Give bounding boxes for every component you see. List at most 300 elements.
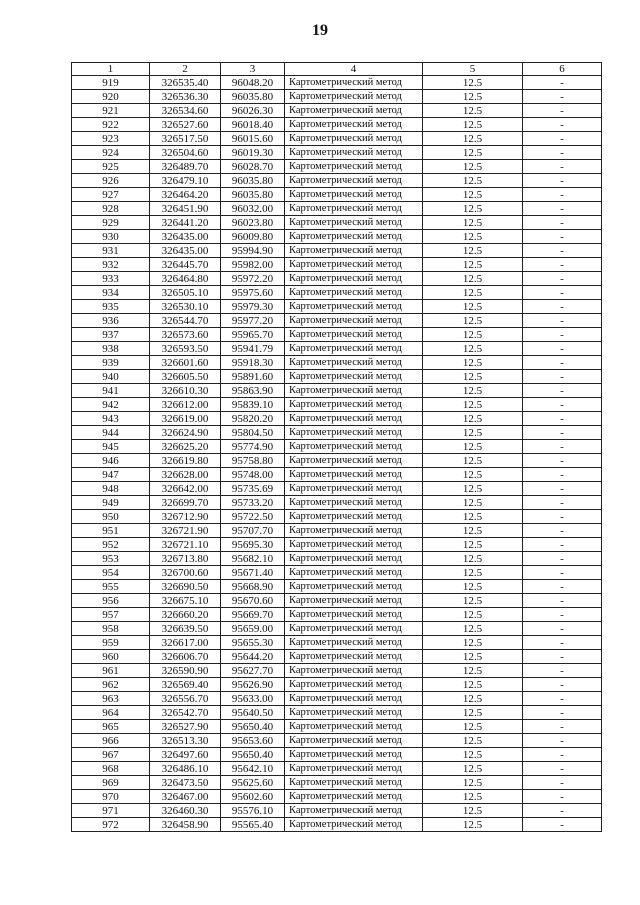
table-row [72,482,602,496]
point-number-cell: 931 [72,244,150,258]
coordinates-table [71,62,602,832]
method-cell: Картометрический метод [285,412,423,426]
note-cell: - [523,748,602,762]
table-row [72,398,602,412]
table-row [72,580,602,594]
accuracy-cell: 12.5 [423,272,523,286]
column-header: 6 [523,63,602,76]
point-number-cell: 970 [72,790,150,804]
method-cell: Картометрический метод [285,776,423,790]
y-coordinate-cell: 95633.00 [221,692,285,706]
y-coordinate-cell: 95977.20 [221,314,285,328]
method-cell: Картометрический метод [285,692,423,706]
method-cell: Картометрический метод [285,468,423,482]
method-cell: Картометрический метод [285,132,423,146]
method-cell: Картометрический метод [285,244,423,258]
x-coordinate-cell: 326619.00 [150,412,221,426]
note-cell: - [523,272,602,286]
accuracy-cell: 12.5 [423,314,523,328]
x-coordinate-cell: 326504.60 [150,146,221,160]
table-row [72,258,602,272]
note-cell: - [523,370,602,384]
point-number-cell: 945 [72,440,150,454]
note-cell: - [523,440,602,454]
x-coordinate-cell: 326628.00 [150,468,221,482]
note-cell: - [523,188,602,202]
method-cell: Картометрический метод [285,90,423,104]
accuracy-cell: 12.5 [423,538,523,552]
accuracy-cell: 12.5 [423,762,523,776]
point-number-cell: 919 [72,76,150,90]
table-row [72,202,602,216]
point-number-cell: 923 [72,132,150,146]
x-coordinate-cell: 326625.20 [150,440,221,454]
point-number-cell: 938 [72,342,150,356]
method-cell: Картометрический метод [285,678,423,692]
method-cell: Картометрический метод [285,496,423,510]
note-cell: - [523,398,602,412]
method-cell: Картометрический метод [285,650,423,664]
y-coordinate-cell: 96015.60 [221,132,285,146]
point-number-cell: 965 [72,720,150,734]
note-cell: - [523,300,602,314]
point-number-cell: 924 [72,146,150,160]
y-coordinate-cell: 95640.50 [221,706,285,720]
point-number-cell: 972 [72,818,150,832]
method-cell: Картометрический метод [285,202,423,216]
x-coordinate-cell: 326721.10 [150,538,221,552]
table-row [72,622,602,636]
table-body [72,76,602,832]
table-row [72,300,602,314]
table-row [72,76,602,90]
x-coordinate-cell: 326445.70 [150,258,221,272]
y-coordinate-cell: 95918.30 [221,356,285,370]
y-coordinate-cell: 95576.10 [221,804,285,818]
accuracy-cell: 12.5 [423,622,523,636]
y-coordinate-cell: 95659.00 [221,622,285,636]
method-cell: Картометрический метод [285,118,423,132]
accuracy-cell: 12.5 [423,258,523,272]
note-cell: - [523,734,602,748]
method-cell: Картометрический метод [285,762,423,776]
method-cell: Картометрический метод [285,580,423,594]
accuracy-cell: 12.5 [423,440,523,454]
y-coordinate-cell: 95982.00 [221,258,285,272]
column-header: 2 [150,63,221,76]
table-row [72,496,602,510]
method-cell: Картометрический метод [285,720,423,734]
method-cell: Картометрический метод [285,790,423,804]
x-coordinate-cell: 326690.50 [150,580,221,594]
point-number-cell: 955 [72,580,150,594]
table-row [72,90,602,104]
x-coordinate-cell: 326513.30 [150,734,221,748]
note-cell: - [523,762,602,776]
table-row [72,328,602,342]
method-cell: Картометрический метод [285,622,423,636]
note-cell: - [523,230,602,244]
y-coordinate-cell: 95774.90 [221,440,285,454]
point-number-cell: 922 [72,118,150,132]
x-coordinate-cell: 326642.00 [150,482,221,496]
x-coordinate-cell: 326544.70 [150,314,221,328]
note-cell: - [523,650,602,664]
accuracy-cell: 12.5 [423,384,523,398]
point-number-cell: 966 [72,734,150,748]
y-coordinate-cell: 95748.00 [221,468,285,482]
y-coordinate-cell: 96048.20 [221,76,285,90]
y-coordinate-cell: 95655.30 [221,636,285,650]
point-number-cell: 932 [72,258,150,272]
accuracy-cell: 12.5 [423,482,523,496]
x-coordinate-cell: 326460.30 [150,804,221,818]
accuracy-cell: 12.5 [423,104,523,118]
note-cell: - [523,90,602,104]
accuracy-cell: 12.5 [423,342,523,356]
table-row [72,818,602,832]
point-number-cell: 964 [72,706,150,720]
point-number-cell: 954 [72,566,150,580]
accuracy-cell: 12.5 [423,412,523,426]
x-coordinate-cell: 326590.90 [150,664,221,678]
accuracy-cell: 12.5 [423,566,523,580]
table-row [72,440,602,454]
point-number-cell: 952 [72,538,150,552]
y-coordinate-cell: 95735.69 [221,482,285,496]
point-number-cell: 958 [72,622,150,636]
point-number-cell: 948 [72,482,150,496]
y-coordinate-cell: 96019.30 [221,146,285,160]
method-cell: Картометрический метод [285,258,423,272]
accuracy-cell: 12.5 [423,188,523,202]
x-coordinate-cell: 326573.60 [150,328,221,342]
table-row [72,384,602,398]
note-cell: - [523,776,602,790]
accuracy-cell: 12.5 [423,790,523,804]
y-coordinate-cell: 96032.00 [221,202,285,216]
table-row [72,664,602,678]
method-cell: Картометрический метод [285,482,423,496]
y-coordinate-cell: 95707.70 [221,524,285,538]
point-number-cell: 950 [72,510,150,524]
method-cell: Картометрический метод [285,398,423,412]
y-coordinate-cell: 95642.10 [221,762,285,776]
table-row [72,468,602,482]
accuracy-cell: 12.5 [423,146,523,160]
point-number-cell: 935 [72,300,150,314]
note-cell: - [523,496,602,510]
table-row [72,804,602,818]
accuracy-cell: 12.5 [423,650,523,664]
point-number-cell: 934 [72,286,150,300]
point-number-cell: 953 [72,552,150,566]
note-cell: - [523,426,602,440]
accuracy-cell: 12.5 [423,734,523,748]
x-coordinate-cell: 326612.00 [150,398,221,412]
y-coordinate-cell: 95758.80 [221,454,285,468]
note-cell: - [523,552,602,566]
table-row [72,790,602,804]
method-cell: Картометрический метод [285,188,423,202]
point-number-cell: 946 [72,454,150,468]
method-cell: Картометрический метод [285,552,423,566]
method-cell: Картометрический метод [285,174,423,188]
note-cell: - [523,286,602,300]
table-row [72,706,602,720]
x-coordinate-cell: 326606.70 [150,650,221,664]
x-coordinate-cell: 326556.70 [150,692,221,706]
note-cell: - [523,146,602,160]
y-coordinate-cell: 95671.40 [221,566,285,580]
note-cell: - [523,524,602,538]
x-coordinate-cell: 326569.40 [150,678,221,692]
accuracy-cell: 12.5 [423,636,523,650]
accuracy-cell: 12.5 [423,720,523,734]
accuracy-cell: 12.5 [423,202,523,216]
table-row [72,678,602,692]
y-coordinate-cell: 95668.90 [221,580,285,594]
x-coordinate-cell: 326530.10 [150,300,221,314]
point-number-cell: 936 [72,314,150,328]
x-coordinate-cell: 326712.90 [150,510,221,524]
table-row [72,552,602,566]
point-number-cell: 928 [72,202,150,216]
point-number-cell: 939 [72,356,150,370]
method-cell: Картометрический метод [285,342,423,356]
table-row [72,314,602,328]
y-coordinate-cell: 95650.40 [221,720,285,734]
accuracy-cell: 12.5 [423,678,523,692]
table-row [72,174,602,188]
y-coordinate-cell: 95669.70 [221,608,285,622]
table-row [72,230,602,244]
point-number-cell: 921 [72,104,150,118]
accuracy-cell: 12.5 [423,300,523,314]
point-number-cell: 940 [72,370,150,384]
x-coordinate-cell: 326721.90 [150,524,221,538]
method-cell: Картометрический метод [285,286,423,300]
table-row [72,160,602,174]
point-number-cell: 930 [72,230,150,244]
accuracy-cell: 12.5 [423,118,523,132]
point-number-cell: 969 [72,776,150,790]
x-coordinate-cell: 326517.50 [150,132,221,146]
column-header: 3 [221,63,285,76]
note-cell: - [523,594,602,608]
x-coordinate-cell: 326441.20 [150,216,221,230]
y-coordinate-cell: 95839.10 [221,398,285,412]
table-row [72,342,602,356]
note-cell: - [523,328,602,342]
accuracy-cell: 12.5 [423,398,523,412]
method-cell: Картометрический метод [285,328,423,342]
table-row [72,748,602,762]
y-coordinate-cell: 95626.90 [221,678,285,692]
point-number-cell: 942 [72,398,150,412]
method-cell: Картометрический метод [285,426,423,440]
y-coordinate-cell: 95625.60 [221,776,285,790]
note-cell: - [523,174,602,188]
note-cell: - [523,258,602,272]
point-number-cell: 959 [72,636,150,650]
point-number-cell: 944 [72,426,150,440]
x-coordinate-cell: 326700.60 [150,566,221,580]
x-coordinate-cell: 326534.60 [150,104,221,118]
y-coordinate-cell: 95863.90 [221,384,285,398]
point-number-cell: 926 [72,174,150,188]
x-coordinate-cell: 326660.20 [150,608,221,622]
accuracy-cell: 12.5 [423,216,523,230]
point-number-cell: 943 [72,412,150,426]
table-row [72,132,602,146]
point-number-cell: 933 [72,272,150,286]
method-cell: Картометрический метод [285,104,423,118]
table-row [72,650,602,664]
y-coordinate-cell: 96026.30 [221,104,285,118]
point-number-cell: 968 [72,762,150,776]
accuracy-cell: 12.5 [423,748,523,762]
table-row [72,188,602,202]
method-cell: Картометрический метод [285,454,423,468]
note-cell: - [523,608,602,622]
method-cell: Картометрический метод [285,594,423,608]
method-cell: Картометрический метод [285,748,423,762]
point-number-cell: 960 [72,650,150,664]
accuracy-cell: 12.5 [423,524,523,538]
column-header: 4 [285,63,423,76]
y-coordinate-cell: 95682.10 [221,552,285,566]
note-cell: - [523,818,602,832]
table-row [72,636,602,650]
note-cell: - [523,76,602,90]
x-coordinate-cell: 326486.10 [150,762,221,776]
x-coordinate-cell: 326610.30 [150,384,221,398]
point-number-cell: 951 [72,524,150,538]
table-row [72,734,602,748]
y-coordinate-cell: 95975.60 [221,286,285,300]
method-cell: Картометрический метод [285,160,423,174]
note-cell: - [523,664,602,678]
point-number-cell: 956 [72,594,150,608]
accuracy-cell: 12.5 [423,76,523,90]
table-row [72,454,602,468]
point-number-cell: 920 [72,90,150,104]
x-coordinate-cell: 326489.70 [150,160,221,174]
note-cell: - [523,384,602,398]
y-coordinate-cell: 95695.30 [221,538,285,552]
note-cell: - [523,244,602,258]
point-number-cell: 947 [72,468,150,482]
y-coordinate-cell: 96023.80 [221,216,285,230]
y-coordinate-cell: 96035.80 [221,174,285,188]
table-row [72,510,602,524]
x-coordinate-cell: 326639.50 [150,622,221,636]
note-cell: - [523,636,602,650]
note-cell: - [523,342,602,356]
table-row [72,216,602,230]
accuracy-cell: 12.5 [423,692,523,706]
note-cell: - [523,510,602,524]
point-number-cell: 937 [72,328,150,342]
method-cell: Картометрический метод [285,146,423,160]
method-cell: Картометрический метод [285,538,423,552]
x-coordinate-cell: 326605.50 [150,370,221,384]
x-coordinate-cell: 326505.10 [150,286,221,300]
method-cell: Картометрический метод [285,216,423,230]
accuracy-cell: 12.5 [423,496,523,510]
x-coordinate-cell: 326464.80 [150,272,221,286]
note-cell: - [523,580,602,594]
x-coordinate-cell: 326473.50 [150,776,221,790]
y-coordinate-cell: 96035.80 [221,90,285,104]
x-coordinate-cell: 326458.90 [150,818,221,832]
method-cell: Картометрический метод [285,566,423,580]
table-row [72,370,602,384]
table-row [72,538,602,552]
accuracy-cell: 12.5 [423,90,523,104]
accuracy-cell: 12.5 [423,174,523,188]
table-row [72,104,602,118]
method-cell: Картометрический метод [285,524,423,538]
accuracy-cell: 12.5 [423,776,523,790]
x-coordinate-cell: 326699.70 [150,496,221,510]
y-coordinate-cell: 95650.40 [221,748,285,762]
table-header-row [72,63,602,76]
x-coordinate-cell: 326497.60 [150,748,221,762]
table-row [72,608,602,622]
y-coordinate-cell: 95891.60 [221,370,285,384]
accuracy-cell: 12.5 [423,426,523,440]
y-coordinate-cell: 95644.20 [221,650,285,664]
accuracy-cell: 12.5 [423,160,523,174]
y-coordinate-cell: 95602.60 [221,790,285,804]
y-coordinate-cell: 95670.60 [221,594,285,608]
y-coordinate-cell: 95965.70 [221,328,285,342]
accuracy-cell: 12.5 [423,370,523,384]
note-cell: - [523,454,602,468]
note-cell: - [523,622,602,636]
method-cell: Картометрический метод [285,804,423,818]
table-row [72,356,602,370]
point-number-cell: 967 [72,748,150,762]
y-coordinate-cell: 95979.30 [221,300,285,314]
y-coordinate-cell: 96035.80 [221,188,285,202]
table-row [72,272,602,286]
method-cell: Картометрический метод [285,636,423,650]
point-number-cell: 949 [72,496,150,510]
x-coordinate-cell: 326527.60 [150,118,221,132]
method-cell: Картометрический метод [285,608,423,622]
accuracy-cell: 12.5 [423,230,523,244]
note-cell: - [523,720,602,734]
accuracy-cell: 12.5 [423,580,523,594]
method-cell: Картометрический метод [285,510,423,524]
y-coordinate-cell: 95653.60 [221,734,285,748]
x-coordinate-cell: 326713.80 [150,552,221,566]
x-coordinate-cell: 326535.40 [150,76,221,90]
point-number-cell: 963 [72,692,150,706]
note-cell: - [523,566,602,580]
point-number-cell: 929 [72,216,150,230]
note-cell: - [523,790,602,804]
note-cell: - [523,356,602,370]
y-coordinate-cell: 95972.20 [221,272,285,286]
x-coordinate-cell: 326593.50 [150,342,221,356]
table-row [72,118,602,132]
note-cell: - [523,118,602,132]
accuracy-cell: 12.5 [423,804,523,818]
